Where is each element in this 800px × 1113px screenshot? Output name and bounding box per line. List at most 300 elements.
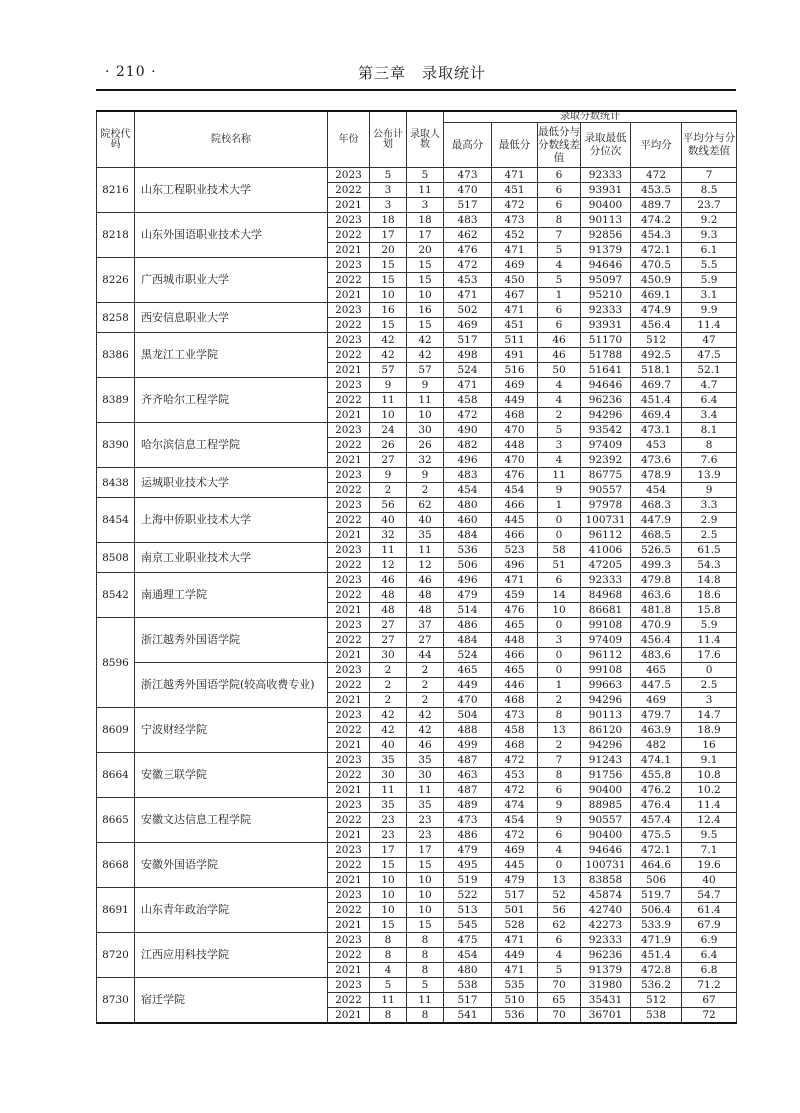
- cell-lowest-diff: 13: [538, 723, 581, 738]
- cell-admitted: 42: [407, 708, 444, 723]
- cell-lowest-rank: 91756: [581, 768, 631, 783]
- cell-admitted: 48: [407, 603, 444, 618]
- cell-lowest: 448: [492, 633, 538, 648]
- cell-lowest-rank: 96112: [581, 528, 631, 543]
- cell-lowest: 453: [492, 768, 538, 783]
- cell-highest: 463: [444, 768, 492, 783]
- cell-avg-diff: 7.6: [682, 453, 737, 468]
- cell-year: 2022: [328, 228, 370, 243]
- cell-lowest: 501: [492, 903, 538, 918]
- cell-avg-diff: 2.9: [682, 513, 737, 528]
- cell-lowest: 471: [492, 573, 538, 588]
- cell-highest: 490: [444, 423, 492, 438]
- cell-highest: 496: [444, 453, 492, 468]
- school-name: 山东青年政治学院: [135, 888, 328, 933]
- cell-plan: 30: [370, 768, 407, 783]
- cell-lowest-rank: 91379: [581, 243, 631, 258]
- cell-admitted: 46: [407, 573, 444, 588]
- cell-year: 2023: [328, 168, 370, 183]
- cell-plan: 9: [370, 378, 407, 393]
- cell-admitted: 15: [407, 318, 444, 333]
- cell-year: 2023: [328, 573, 370, 588]
- table-row: [97, 843, 737, 858]
- cell-average: 506.4: [631, 903, 682, 918]
- cell-plan: 27: [370, 618, 407, 633]
- col-header-admitted: 录取人数: [407, 111, 444, 168]
- cell-lowest: 446: [492, 678, 538, 693]
- cell-average: 470.5: [631, 258, 682, 273]
- table-row: [97, 498, 737, 513]
- school-code: 8454: [97, 498, 135, 543]
- cell-avg-diff: 3: [682, 693, 737, 708]
- cell-year: 2021: [328, 288, 370, 303]
- cell-highest: 517: [444, 993, 492, 1008]
- cell-avg-diff: 54.3: [682, 558, 737, 573]
- cell-admitted: 48: [407, 588, 444, 603]
- cell-admitted: 32: [407, 453, 444, 468]
- school-name: 安徽三联学院: [135, 753, 328, 798]
- cell-lowest: 469: [492, 378, 538, 393]
- cell-plan: 10: [370, 408, 407, 423]
- col-header-lowest: 最低分: [492, 123, 538, 168]
- cell-year: 2023: [328, 888, 370, 903]
- cell-lowest-diff: 4: [538, 258, 581, 273]
- cell-lowest-rank: 92333: [581, 168, 631, 183]
- cell-admitted: 2: [407, 678, 444, 693]
- cell-plan: 40: [370, 513, 407, 528]
- cell-lowest: 468: [492, 738, 538, 753]
- cell-lowest-rank: 92333: [581, 573, 631, 588]
- cell-plan: 32: [370, 528, 407, 543]
- cell-lowest-rank: 42740: [581, 903, 631, 918]
- cell-plan: 10: [370, 288, 407, 303]
- cell-year: 2022: [328, 438, 370, 453]
- cell-avg-diff: 72: [682, 1008, 737, 1024]
- cell-lowest: 459: [492, 588, 538, 603]
- school-name: 南京工业职业技术大学: [135, 543, 328, 573]
- cell-average: 473.1: [631, 423, 682, 438]
- cell-year: 2023: [328, 753, 370, 768]
- cell-plan: 2: [370, 678, 407, 693]
- cell-lowest: 491: [492, 348, 538, 363]
- cell-admitted: 18: [407, 213, 444, 228]
- cell-lowest-diff: 2: [538, 408, 581, 423]
- cell-avg-diff: 3.3: [682, 498, 737, 513]
- cell-average: 476.2: [631, 783, 682, 798]
- cell-lowest-diff: 62: [538, 918, 581, 933]
- cell-lowest-diff: 52: [538, 888, 581, 903]
- school-name: 上海中侨职业技术大学: [135, 498, 328, 543]
- cell-lowest: 451: [492, 318, 538, 333]
- page-number: · 210 ·: [105, 64, 157, 80]
- cell-lowest-diff: 7: [538, 753, 581, 768]
- cell-lowest-rank: 94646: [581, 258, 631, 273]
- cell-year: 2021: [328, 1008, 370, 1024]
- cell-highest: 496: [444, 573, 492, 588]
- cell-lowest: 511: [492, 333, 538, 348]
- cell-avg-diff: 47: [682, 333, 737, 348]
- table-row: [97, 618, 737, 633]
- cell-highest: 480: [444, 963, 492, 978]
- school-name: 江西应用科技学院: [135, 933, 328, 978]
- cell-lowest-rank: 35431: [581, 993, 631, 1008]
- school-name: 运城职业技术大学: [135, 468, 328, 498]
- cell-average: 526.5: [631, 543, 682, 558]
- cell-lowest-rank: 94296: [581, 738, 631, 753]
- cell-lowest-rank: 97409: [581, 438, 631, 453]
- cell-average: 474.9: [631, 303, 682, 318]
- cell-highest: 476: [444, 243, 492, 258]
- cell-year: 2021: [328, 528, 370, 543]
- cell-average: 468.5: [631, 528, 682, 543]
- cell-average: 479.7: [631, 708, 682, 723]
- cell-average: 454.3: [631, 228, 682, 243]
- cell-average: 472: [631, 168, 682, 183]
- table-row: [97, 543, 737, 558]
- school-code: 8258: [97, 303, 135, 333]
- cell-highest: 475: [444, 933, 492, 948]
- school-code: 8664: [97, 753, 135, 798]
- cell-lowest-rank: 51788: [581, 348, 631, 363]
- cell-lowest-rank: 90557: [581, 813, 631, 828]
- cell-year: 2022: [328, 993, 370, 1008]
- cell-plan: 56: [370, 498, 407, 513]
- cell-avg-diff: 13.9: [682, 468, 737, 483]
- cell-avg-diff: 23.7: [682, 198, 737, 213]
- cell-average: 536.2: [631, 978, 682, 993]
- cell-average: 470.9: [631, 618, 682, 633]
- cell-highest: 489: [444, 798, 492, 813]
- cell-lowest: 473: [492, 213, 538, 228]
- cell-year: 2022: [328, 678, 370, 693]
- cell-lowest-rank: 83858: [581, 873, 631, 888]
- cell-admitted: 10: [407, 873, 444, 888]
- cell-avg-diff: 18.6: [682, 588, 737, 603]
- cell-avg-diff: 10.8: [682, 768, 737, 783]
- cell-admitted: 12: [407, 558, 444, 573]
- cell-plan: 15: [370, 858, 407, 873]
- cell-lowest-rank: 90400: [581, 828, 631, 843]
- school-code: 8596: [97, 618, 135, 708]
- cell-admitted: 10: [407, 408, 444, 423]
- cell-lowest: 470: [492, 423, 538, 438]
- cell-lowest-rank: 86681: [581, 603, 631, 618]
- cell-year: 2022: [328, 348, 370, 363]
- table-row: [97, 258, 737, 273]
- cell-year: 2022: [328, 558, 370, 573]
- cell-average: 472.8: [631, 963, 682, 978]
- cell-admitted: 8: [407, 933, 444, 948]
- school-code: 8720: [97, 933, 135, 978]
- cell-highest: 472: [444, 258, 492, 273]
- cell-avg-diff: 11.4: [682, 633, 737, 648]
- cell-plan: 11: [370, 993, 407, 1008]
- cell-lowest: 471: [492, 168, 538, 183]
- cell-highest: 472: [444, 408, 492, 423]
- cell-highest: 473: [444, 813, 492, 828]
- cell-admitted: 35: [407, 753, 444, 768]
- cell-highest: 487: [444, 753, 492, 768]
- cell-admitted: 42: [407, 723, 444, 738]
- cell-lowest: 466: [492, 498, 538, 513]
- cell-year: 2021: [328, 198, 370, 213]
- table-row: [97, 468, 737, 483]
- school-name: 山东工程职业技术大学: [135, 168, 328, 213]
- cell-lowest: 466: [492, 648, 538, 663]
- cell-average: 482: [631, 738, 682, 753]
- cell-year: 2021: [328, 783, 370, 798]
- cell-lowest-diff: 9: [538, 483, 581, 498]
- cell-lowest: 471: [492, 303, 538, 318]
- cell-lowest: 472: [492, 753, 538, 768]
- cell-average: 538: [631, 1008, 682, 1024]
- cell-lowest-rank: 88985: [581, 798, 631, 813]
- cell-plan: 23: [370, 813, 407, 828]
- cell-avg-diff: 47.5: [682, 348, 737, 363]
- cell-year: 2023: [328, 498, 370, 513]
- cell-highest: 536: [444, 543, 492, 558]
- cell-avg-diff: 12.4: [682, 813, 737, 828]
- cell-plan: 3: [370, 198, 407, 213]
- cell-lowest: 465: [492, 663, 538, 678]
- school-code: 8218: [97, 213, 135, 258]
- col-header-code: 院校代码: [97, 111, 135, 168]
- cell-year: 2022: [328, 813, 370, 828]
- cell-lowest-diff: 58: [538, 543, 581, 558]
- cell-lowest-rank: 91379: [581, 963, 631, 978]
- school-name: 宿迁学院: [135, 978, 328, 1024]
- admission-stats-table: [96, 110, 737, 1024]
- cell-plan: 42: [370, 708, 407, 723]
- cell-lowest-diff: 9: [538, 798, 581, 813]
- cell-lowest-diff: 5: [538, 423, 581, 438]
- cell-highest: 486: [444, 828, 492, 843]
- cell-lowest: 471: [492, 933, 538, 948]
- cell-admitted: 8: [407, 1008, 444, 1024]
- cell-avg-diff: 9.2: [682, 213, 737, 228]
- table-row: [97, 888, 737, 903]
- cell-lowest-diff: 6: [538, 183, 581, 198]
- cell-plan: 2: [370, 663, 407, 678]
- cell-highest: 541: [444, 1008, 492, 1024]
- cell-plan: 35: [370, 753, 407, 768]
- cell-lowest: 496: [492, 558, 538, 573]
- cell-lowest-rank: 94646: [581, 843, 631, 858]
- cell-plan: 12: [370, 558, 407, 573]
- school-name: 齐齐哈尔工程学院: [135, 378, 328, 423]
- cell-lowest: 528: [492, 918, 538, 933]
- cell-average: 464.6: [631, 858, 682, 873]
- chapter-title: 第三章 录取统计: [358, 64, 487, 82]
- cell-plan: 42: [370, 348, 407, 363]
- cell-lowest: 468: [492, 408, 538, 423]
- cell-lowest-rank: 84968: [581, 588, 631, 603]
- cell-year: 2021: [328, 243, 370, 258]
- cell-lowest-diff: 13: [538, 873, 581, 888]
- cell-lowest: 465: [492, 618, 538, 633]
- cell-lowest-diff: 6: [538, 198, 581, 213]
- cell-year: 2023: [328, 213, 370, 228]
- school-code: 8438: [97, 468, 135, 498]
- school-code: 8665: [97, 798, 135, 843]
- cell-lowest-rank: 100731: [581, 513, 631, 528]
- cell-year: 2022: [328, 513, 370, 528]
- cell-plan: 46: [370, 573, 407, 588]
- cell-avg-diff: 6.9: [682, 933, 737, 948]
- cell-average: 506: [631, 873, 682, 888]
- cell-lowest-diff: 7: [538, 228, 581, 243]
- table-row: [97, 663, 737, 678]
- cell-plan: 2: [370, 483, 407, 498]
- col-header-highest: 最高分: [444, 123, 492, 168]
- cell-plan: 11: [370, 783, 407, 798]
- cell-average: 453: [631, 438, 682, 453]
- cell-avg-diff: 54.7: [682, 888, 737, 903]
- cell-lowest-diff: 6: [538, 573, 581, 588]
- cell-year: 2023: [328, 933, 370, 948]
- col-header-lowest-rank: 录取最低分位次: [581, 123, 631, 168]
- cell-lowest: 445: [492, 513, 538, 528]
- cell-lowest-diff: 4: [538, 948, 581, 963]
- cell-plan: 30: [370, 648, 407, 663]
- col-header-score-stats: 录取分数统计: [444, 111, 737, 123]
- cell-admitted: 10: [407, 288, 444, 303]
- cell-lowest: 472: [492, 783, 538, 798]
- cell-highest: 484: [444, 633, 492, 648]
- cell-highest: 519: [444, 873, 492, 888]
- cell-highest: 499: [444, 738, 492, 753]
- cell-average: 469.4: [631, 408, 682, 423]
- cell-highest: 479: [444, 843, 492, 858]
- table-row: [97, 573, 737, 588]
- cell-admitted: 42: [407, 333, 444, 348]
- cell-lowest: 467: [492, 288, 538, 303]
- cell-lowest-diff: 56: [538, 903, 581, 918]
- cell-lowest: 449: [492, 948, 538, 963]
- cell-lowest: 452: [492, 228, 538, 243]
- cell-avg-diff: 9: [682, 483, 737, 498]
- col-header-plan: 公布计划: [370, 111, 407, 168]
- cell-average: 512: [631, 993, 682, 1008]
- school-name: 南通理工学院: [135, 573, 328, 618]
- cell-average: 453.5: [631, 183, 682, 198]
- cell-lowest: 451: [492, 183, 538, 198]
- cell-avg-diff: 2.5: [682, 528, 737, 543]
- cell-plan: 42: [370, 723, 407, 738]
- school-name: 西安信息职业大学: [135, 303, 328, 333]
- cell-plan: 48: [370, 603, 407, 618]
- school-name: 安徽外国语学院: [135, 843, 328, 888]
- table-row: [97, 303, 737, 318]
- cell-admitted: 5: [407, 168, 444, 183]
- cell-year: 2022: [328, 903, 370, 918]
- cell-average: 474.1: [631, 753, 682, 768]
- cell-year: 2022: [328, 858, 370, 873]
- cell-average: 492.5: [631, 348, 682, 363]
- cell-lowest-rank: 36701: [581, 1008, 631, 1024]
- cell-average: 468.3: [631, 498, 682, 513]
- cell-plan: 11: [370, 543, 407, 558]
- cell-lowest: 449: [492, 393, 538, 408]
- cell-highest: 470: [444, 183, 492, 198]
- cell-plan: 5: [370, 978, 407, 993]
- cell-highest: 469: [444, 318, 492, 333]
- cell-average: 478.9: [631, 468, 682, 483]
- cell-plan: 24: [370, 423, 407, 438]
- cell-highest: 471: [444, 288, 492, 303]
- cell-year: 2022: [328, 273, 370, 288]
- table-row: [97, 708, 737, 723]
- cell-lowest: 448: [492, 438, 538, 453]
- cell-avg-diff: 10.2: [682, 783, 737, 798]
- cell-average: 533.9: [631, 918, 682, 933]
- cell-lowest-diff: 50: [538, 363, 581, 378]
- cell-lowest-rank: 94296: [581, 408, 631, 423]
- cell-highest: 454: [444, 948, 492, 963]
- cell-highest: 487: [444, 783, 492, 798]
- cell-lowest-rank: 41006: [581, 543, 631, 558]
- cell-lowest-rank: 90400: [581, 198, 631, 213]
- cell-admitted: 11: [407, 783, 444, 798]
- cell-average: 469.7: [631, 378, 682, 393]
- col-header-average: 平均分: [631, 123, 682, 168]
- cell-highest: 513: [444, 903, 492, 918]
- school-code: 8386: [97, 333, 135, 378]
- cell-lowest: 473: [492, 708, 538, 723]
- cell-avg-diff: 7: [682, 168, 737, 183]
- col-header-avg-diff: 平均分与分数线差值: [682, 123, 737, 168]
- cell-highest: 458: [444, 393, 492, 408]
- cell-lowest-rank: 92392: [581, 453, 631, 468]
- cell-average: 473.6: [631, 453, 682, 468]
- cell-avg-diff: 11.4: [682, 318, 737, 333]
- cell-lowest-diff: 5: [538, 243, 581, 258]
- cell-year: 2023: [328, 303, 370, 318]
- cell-plan: 35: [370, 798, 407, 813]
- cell-admitted: 42: [407, 348, 444, 363]
- cell-avg-diff: 11.4: [682, 798, 737, 813]
- cell-average: 479.8: [631, 573, 682, 588]
- cell-admitted: 27: [407, 633, 444, 648]
- cell-admitted: 17: [407, 843, 444, 858]
- cell-admitted: 10: [407, 888, 444, 903]
- cell-year: 2022: [328, 483, 370, 498]
- cell-admitted: 8: [407, 963, 444, 978]
- cell-plan: 17: [370, 228, 407, 243]
- cell-admitted: 57: [407, 363, 444, 378]
- cell-avg-diff: 18.9: [682, 723, 737, 738]
- table-row: [97, 933, 737, 948]
- cell-lowest: 454: [492, 483, 538, 498]
- cell-plan: 10: [370, 903, 407, 918]
- cell-highest: 479: [444, 588, 492, 603]
- cell-lowest-rank: 94646: [581, 378, 631, 393]
- cell-admitted: 44: [407, 648, 444, 663]
- cell-year: 2021: [328, 693, 370, 708]
- cell-lowest-diff: 4: [538, 453, 581, 468]
- school-code: 8226: [97, 258, 135, 303]
- cell-highest: 483: [444, 468, 492, 483]
- cell-average: 463.6: [631, 588, 682, 603]
- cell-highest: 462: [444, 228, 492, 243]
- cell-lowest-rank: 91243: [581, 753, 631, 768]
- cell-plan: 4: [370, 963, 407, 978]
- cell-admitted: 3: [407, 198, 444, 213]
- cell-lowest-diff: 65: [538, 993, 581, 1008]
- cell-admitted: 11: [407, 543, 444, 558]
- table-row: [97, 423, 737, 438]
- cell-lowest-diff: 6: [538, 783, 581, 798]
